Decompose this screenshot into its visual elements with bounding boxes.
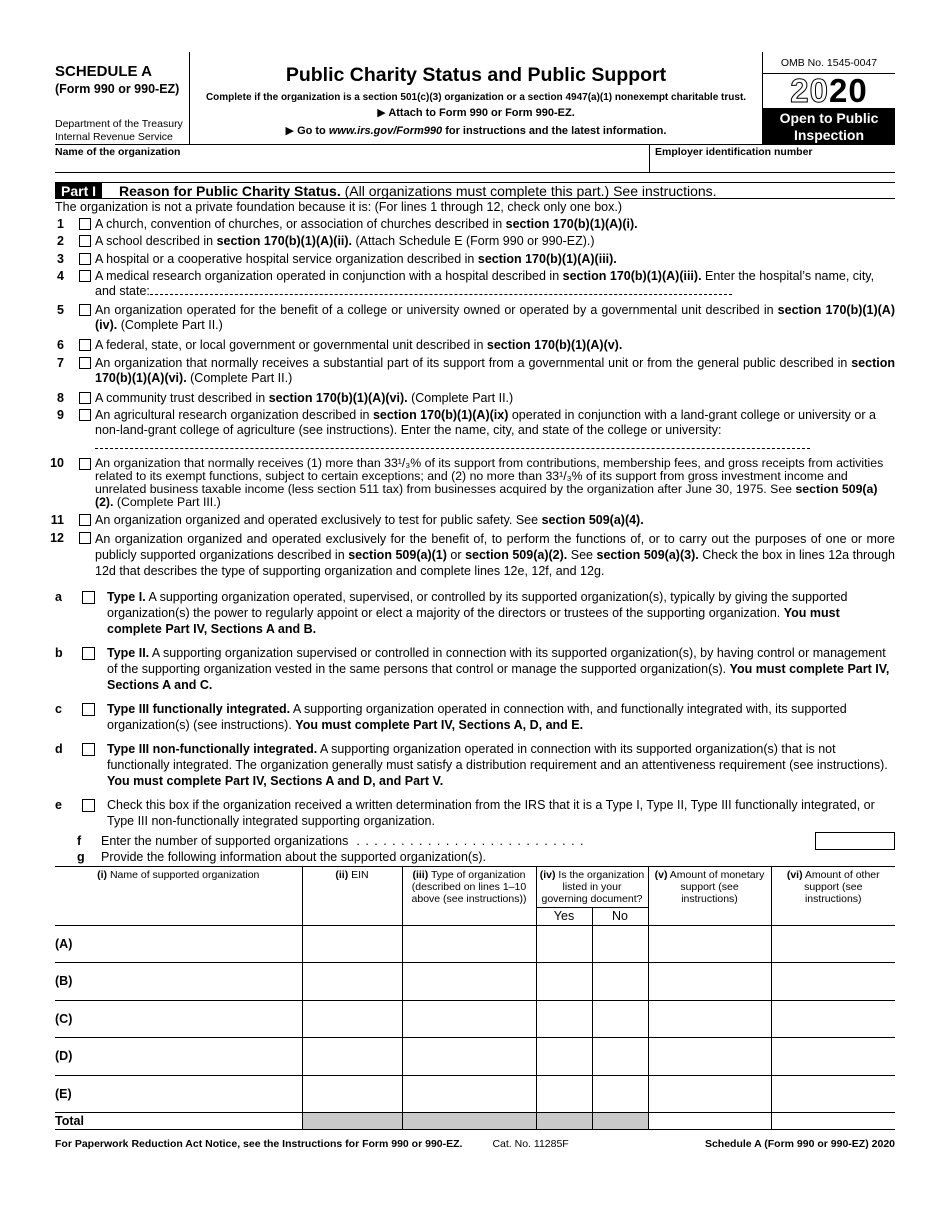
part1-intro: The organization is not a private foundation because it is: (For lines 1 through 12, check only one box.): [55, 200, 622, 214]
line-11-checkbox[interactable]: [79, 514, 91, 526]
tax-year: 2020: [790, 72, 868, 109]
table-row: (D): [55, 1038, 895, 1076]
form-title: Public Charity Status and Public Support: [285, 64, 667, 86]
form-page: [50, 52, 896, 1150]
supported-orgs-table: [55, 866, 895, 1131]
line-11: 11 An organization organized and operated exclusively to test for public safety. See section 509(a)(4).: [50, 513, 644, 527]
line-3-checkbox[interactable]: [79, 253, 91, 265]
col-other-header: (vi) Amount of other support (see instructions): [771, 866, 895, 925]
form-header: [55, 52, 895, 145]
line-12d-checkbox[interactable]: [82, 743, 95, 756]
hospital-name-field[interactable]: [150, 294, 732, 295]
line-3: 3 A hospital or a cooperative hospital service organization described in section 170(b)(1)(A)(iii).: [57, 251, 617, 266]
part-label: Part I: [55, 183, 102, 199]
irs-link[interactable]: www.irs.gov/Form990: [328, 125, 443, 137]
line-9: 9 An agricultural research organization described in section 170(b)(1)(A)(ix) operated in conjunction with a land-grant college or university or a non-land-grant college of agriculture (see instructions). Enter the name, city, and state of the college or university:: [55, 408, 895, 453]
col-name-header: (i) Name of supported organization: [55, 866, 302, 925]
title-block: [190, 52, 762, 144]
organization-name-field[interactable]: Name of the organization: [55, 145, 650, 172]
college-name-field[interactable]: [95, 448, 810, 449]
line-12: 12 An organization organized and operated exclusively for the benefit of, to perform the functions of, or to carry out the purposes of one or more publicly supported organizations described in section 509(a)(1) or section 509(a)(2). See section 509(a)(3). Check the box in lines 12a through 12d that describes the type of supporting organization and complete lines 12e, 12f, and 12g.: [50, 530, 896, 578]
line-12a-checkbox[interactable]: [82, 591, 95, 604]
col-monetary-header: (v) Amount of monetary support (see instructions): [648, 866, 771, 925]
form-ref: (Form 990 or 990-EZ): [55, 82, 180, 96]
total-row: Total: [55, 1113, 895, 1130]
header-instruction-3: ▶ Go to www.irs.gov/Form990 for instructions and the latest information.: [285, 125, 667, 137]
table-row: (A): [55, 925, 895, 963]
line-10-checkbox[interactable]: [79, 458, 91, 470]
line-5: 5 An organization operated for the benefit of a college or university owned or operated by a governmental unit described in section 170(b)(1)(A)(iv). (Complete Part II.): [57, 303, 895, 332]
line-12e-checkbox[interactable]: [82, 799, 95, 812]
omb-number: OMB No. 1545-0047: [763, 57, 895, 74]
line-9-checkbox[interactable]: [79, 409, 91, 421]
col-listed-header: (iv) Is the organization listed in your governing document?: [536, 866, 648, 907]
line-12b-checkbox[interactable]: [82, 647, 95, 660]
line-7: 7 An organization that normally receives a substantial part of its support from a governmental unit or from the general public described in section 170(b)(1)(A)(vi). (Complete Part II.): [57, 355, 895, 385]
department: Department of the Treasury Internal Revenue Service: [55, 118, 183, 143]
line-12g: g Provide the following information about the supported organization(s).: [77, 849, 486, 864]
part-title: Reason for Public Charity Status. (All organizations must complete this part.) See instructions.: [119, 182, 717, 199]
table-row: (E): [55, 1075, 895, 1113]
paperwork-notice: For Paperwork Reduction Act Notice, see the Instructions for Form 990 or 990-EZ.: [55, 1138, 463, 1150]
line-10: 10 An organization that normally receives (1) more than 33¹/₃% of its support from contributions, membership fees, and gross receipts from activities related to its exempt functions, subject to certain exceptions; and (2) no more than 33¹/₃% of its support from gross investment income and unrelated business taxable income (less section 511 tax) from businesses acquired by the organization after June 30, 1975. See section 509(a)(2). (Complete Part III.): [50, 456, 884, 509]
form-footer-id: Schedule A (Form 990 or 990-EZ) 2020: [704, 1138, 895, 1150]
total-other-support[interactable]: [771, 1113, 895, 1130]
line-12a: a Type I. A supporting organization operated, supervised, or controlled by its supported organization(s), typically by giving the supported organization(s) the power to regularly appoint or elect a majority of the directors or trustees of the supporting organization. You must complete Part IV, Sections A and B.: [55, 589, 848, 636]
schedule-block: [55, 52, 190, 144]
line-12c: c Type III functionally integrated. A supporting organization operated in connection with, and functionally integrated with, its supported organization(s) (see instructions). You must complete Part IV, Sections A, D, and E.: [55, 701, 847, 732]
col-type-header: (iii) Type of organization (described on lines 1–10 above (see instructions)): [402, 866, 536, 925]
omb-block: [762, 52, 895, 144]
line-7-checkbox[interactable]: [79, 357, 91, 369]
col-ein-header: (ii) EIN: [302, 866, 402, 925]
line-12e: e Check this box if the organization received a written determination from the IRS that it is a Type I, Type II, Type III functionally integrated, or Type III non-functionally integrated supporting organization.: [55, 797, 875, 828]
col-yes-header: Yes: [536, 907, 592, 925]
line-12f: f Enter the number of supported organizations . . . . . . . . . . . . . . . . . . . . . . . . . .: [55, 832, 895, 850]
line-12-checkbox[interactable]: [79, 532, 91, 544]
line-12c-checkbox[interactable]: [82, 703, 95, 716]
form-footer: [55, 1138, 895, 1150]
header-instruction-1: Complete if the organization is a section 501(c)(3) organization or a section 4947(a)(1) nonexempt charitable trust.: [205, 92, 747, 103]
line-1: 1 A church, convention of churches, or association of churches described in section 170(b)(1)(A)(i).: [57, 216, 638, 231]
line-12b: b Type II. A supporting organization supervised or controlled in connection with its supported organization(s), by having control or management of the supporting organization vested in the same persons that control or manage the supported organization(s). You must complete Part IV, Sections A and C.: [55, 645, 890, 692]
name-row: [55, 145, 895, 173]
table-row: (B): [55, 963, 895, 1001]
line-6: 6 A federal, state, or local government or governmental unit described in section 170(b)(1)(A)(v).: [57, 338, 623, 352]
header-instruction-2: ▶ Attach to Form 990 or Form 990-EZ.: [377, 107, 575, 119]
total-monetary-support[interactable]: [648, 1113, 771, 1130]
line-5-checkbox[interactable]: [79, 304, 91, 316]
line-4-checkbox[interactable]: [79, 270, 91, 282]
part1-header: [55, 182, 895, 199]
ein-field[interactable]: Employer identification number: [655, 146, 813, 158]
table-header-row: [55, 866, 895, 907]
supported-orgs-count-input[interactable]: [815, 832, 895, 850]
line-2-checkbox[interactable]: [79, 235, 91, 247]
line-6-checkbox[interactable]: [79, 339, 91, 351]
line-8: 8 A community trust described in section 170(b)(1)(A)(vi). (Complete Part II.): [57, 390, 514, 405]
catalog-number: Cat. No. 11285F: [492, 1138, 569, 1150]
table-row: (C): [55, 1000, 895, 1038]
open-to-public-badge: Open to Public Inspection: [763, 108, 895, 145]
line-2: 2 A school described in section 170(b)(1)(A)(ii). (Attach Schedule E (Form 990 or 990-EZ).): [57, 234, 595, 248]
line-12d: d Type III non-functionally integrated. A supporting organization operated in connection with its supported organization(s) that is not functionally integrated. The organization generally must satisfy a distribution requirement and an attentiveness requirement (see instructions). You must complete Part IV, Sections A and D, and Part V.: [55, 741, 888, 788]
line-1-checkbox[interactable]: [79, 218, 91, 230]
schedule-title: SCHEDULE A: [55, 63, 152, 80]
line-4: 4 A medical research organization operated in conjunction with a hospital described in section 170(b)(1)(A)(iii). Enter the hospital’s name, city, and state:: [57, 269, 875, 298]
col-no-header: No: [592, 907, 648, 925]
line-8-checkbox[interactable]: [79, 392, 91, 404]
